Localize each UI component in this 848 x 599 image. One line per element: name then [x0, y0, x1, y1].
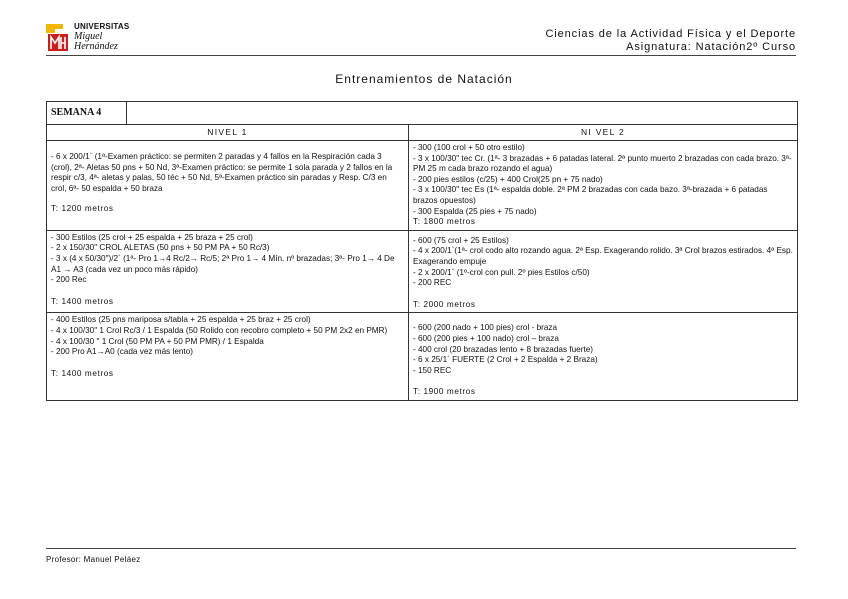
- week-empty-cell: [127, 102, 798, 125]
- level2-session: [409, 230, 798, 313]
- level2-total: T: 1900 metros: [413, 387, 476, 397]
- week-label: SEMANA 4: [47, 102, 127, 125]
- session-row: [47, 141, 798, 231]
- professor-name: Profesor: Manuel Peláez: [46, 555, 141, 564]
- level1-header: NIVEL 1: [47, 125, 409, 141]
- level1-exercise: - 4 x 100/30 " 1 Crol (50 PM PA + 50 PM PMR) / 1 Espalda: [51, 336, 264, 346]
- session-row: [47, 313, 798, 401]
- level2-total: T: 2000 metros: [413, 299, 476, 309]
- level2-exercise: - 300 Espalda (25 pies + 75 nado): [413, 206, 537, 216]
- logo-university-text: UNIVERSITAS: [74, 22, 130, 31]
- document-title: Entrenamientos de Natación: [335, 72, 513, 86]
- level1-exercise: - 2 x 150/30" CROL ALETAS (50 pns + 50 PM PA + 50 Rc/3): [51, 243, 270, 253]
- footer-divider: [46, 548, 796, 549]
- umh-logo-icon: [46, 22, 70, 52]
- course-subject: Asignatura: Natación2º Curso: [626, 41, 796, 53]
- level2-exercise: - 600 (200 pies + 100 nado) crol – braza: [413, 333, 559, 343]
- level1-exercise: - 200 Pro A1→A0 (cada vez más lento): [51, 347, 193, 357]
- level2-session: [409, 313, 798, 401]
- level2-exercise: - 400 crol (20 brazadas lento + 8 brazadas fuerte): [413, 344, 594, 354]
- level2-session: [409, 141, 798, 231]
- level2-total: T: 1800 metros: [413, 217, 476, 227]
- level2-exercise: - 600 (75 crol + 25 Estilos): [413, 235, 509, 245]
- level1-exercise: - 3 x (4 x 50/30")/2´ (1ª- Pro 1→4 Rc/2→ Rc/5; 2ª Pro 1→ 4 Mín. nº brazadas; 3ª- Pro 1→ 4 De A1 → A3 (cada vez un poco más rápido): [51, 253, 395, 274]
- level2-exercise: - 600 (200 nado + 100 pies) crol - braza: [413, 323, 558, 333]
- level1-session: [47, 230, 409, 313]
- level1-session: [47, 141, 409, 231]
- week-row: [47, 102, 798, 125]
- level2-exercise: - 3 x 100/30" tec Cr. (1ª- 3 brazadas + 6 patadas lateral. 2ª punto muerto 2 brazadas con cada brazo. 3ª- PM 25 m cada brazo rozando el agua): [413, 153, 792, 174]
- logo-name-line2: Hernández: [74, 41, 118, 52]
- level2-exercise: - 300 (100 crol + 50 otro estilo): [413, 143, 525, 152]
- level2-exercise: - 200 REC: [413, 278, 452, 288]
- level2-exercise: - 150 REC: [413, 365, 452, 375]
- level1-exercise: - 200 Rec: [51, 275, 87, 285]
- level1-exercise: - 400 Estilos (25 pns mariposa s/tabla + 25 espalda + 25 braz + 25 crol): [51, 315, 311, 325]
- level1-total: T: 1400 metros: [51, 368, 114, 378]
- level2-exercise: - 3 x 100/30" tec Es (1ª- espalda doble. 2ª PM 2 brazadas con cada bazo. 3ª-brazada + 6 patadas brazos opuestos): [413, 185, 768, 205]
- course-degree: Ciencias de la Actividad Física y el Deporte: [545, 28, 796, 40]
- level2-exercise: - 4 x 200/1`(1ª- crol codo alto rozando agua. 2ª Esp. Exagerando rolido. 3ª Crol brazos estirados. 4ª Esp. Exagerando empuje: [413, 246, 793, 266]
- course-header: [545, 28, 796, 54]
- level1-exercise: - 4 x 100/30" 1 Crol Rc/3 / 1 Espalda (50 Rolido con recobro completo + 50 PM 2x2 en PMR): [51, 325, 388, 335]
- level1-exercise: - 300 Estilos (25 crol + 25 espalda + 25 braza + 25 crol): [51, 232, 253, 242]
- training-table: [46, 101, 798, 401]
- logo-name-line1: Miguel: [74, 31, 103, 42]
- level1-total: T: 1400 metros: [51, 296, 114, 306]
- header-divider: [46, 55, 796, 56]
- level2-exercise: - 6 x 25/1´ FUERTE (2 Crol + 2 Espalda + 2 Braza): [413, 355, 598, 365]
- level-header-row: [47, 125, 798, 141]
- level1-session: [47, 313, 409, 401]
- level2-exercise: - 200 pies estilos (c/25) + 400 Crol(25 pn + 75 nado): [413, 174, 603, 184]
- level2-header: NI VEL 2: [409, 125, 798, 141]
- level1-total: T: 1200 metros: [51, 204, 114, 214]
- session-row: [47, 230, 798, 313]
- level2-exercise: - 2 x 200/1´ (1º-crol con pull. 2º pies Estilos c/50): [413, 267, 590, 277]
- level1-exercise: - 6 x 200/1` (1ª-Examen práctico: se permiten 2 paradas y 4 fallos en la Respiración cada 3 (crol), 2ª- Aletas 50 pns + 50 Nd, 3ª-Examen práctico: se permite 1 sola parada y 2 fallos en la respir c/3, 4ª- aletas y palas, 50 téc + 50 Nd, 5ª-Examen práctico sin paradas y Resp. C/3 en crol, 6ª- 50 espalda + 50 braza: [51, 152, 393, 193]
- university-logo: [46, 18, 146, 54]
